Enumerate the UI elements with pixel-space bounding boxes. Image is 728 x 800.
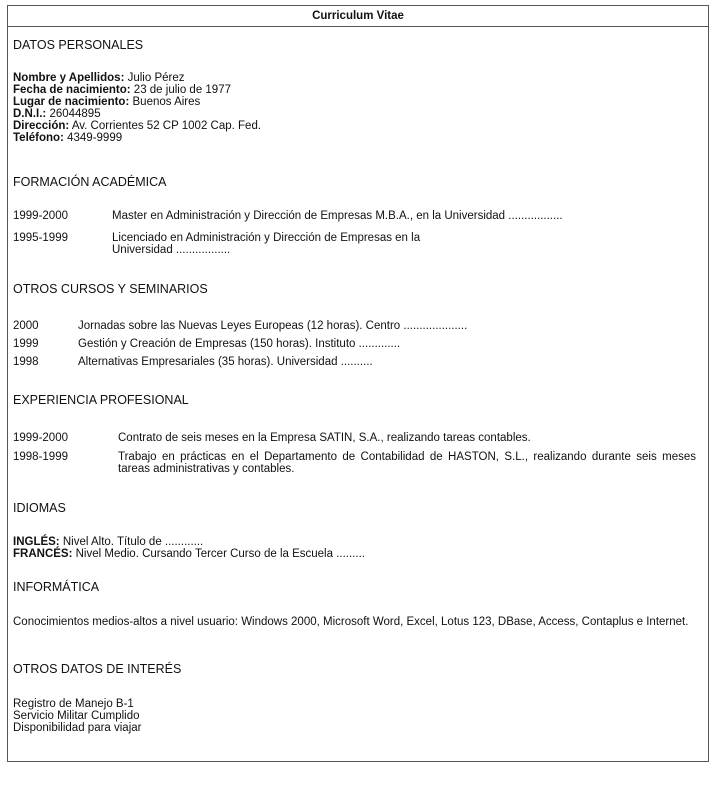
other-line: Servicio Militar Cumplido [13, 710, 140, 722]
field-value: 4349-9999 [67, 132, 123, 144]
it-text: Conocimientos medios-altos a nivel usuario: Windows 2000, Microsoft Word, Excel, Lotus 123, DBase, Access, Contaplus e Internet. [13, 616, 689, 628]
field-label: Lugar de nacimiento: [13, 96, 130, 108]
course-text: Alternativas Empresariales (35 horas). Universidad .......... [78, 356, 373, 368]
education-year: 1999-2000 [13, 210, 68, 222]
section-heading-courses: OTROS CURSOS Y SEMINARIOS [13, 282, 208, 296]
field-label: Dirección: [13, 120, 70, 132]
document-title: Curriculum Vitae [8, 6, 708, 27]
experience-year: 1998-1999 [13, 451, 68, 463]
section-heading-education: FORMACIÓN ACADÉMICA [13, 175, 167, 189]
field-label: Teléfono: [13, 132, 64, 144]
personal-field-address [13, 120, 261, 132]
experience-year: 1999-2000 [13, 432, 68, 444]
section-heading-languages: IDIOMAS [13, 501, 66, 515]
field-label: Fecha de nacimiento: [13, 84, 131, 96]
personal-field-name [13, 72, 185, 84]
education-text: Licenciado en Administración y Dirección de Empresas en la Universidad ................. [112, 232, 421, 256]
field-value: Buenos Aires [132, 96, 201, 108]
language-value: Nivel Alto. Título de ............ [62, 536, 204, 548]
language-label: FRANCÉS: [13, 548, 73, 560]
experience-text: Contrato de seis meses en la Empresa SATIN, S.A., realizando tareas contables. [118, 432, 531, 444]
field-label: D.N.I.: [13, 108, 47, 120]
field-value: Av. Corrientes 52 CP 1002 Cap. Fed. [71, 120, 262, 132]
other-line: Disponibilidad para viajar [13, 722, 142, 734]
language-value: Nivel Medio. Cursando Tercer Curso de la Escuela ......... [75, 548, 365, 560]
section-heading-it: INFORMÁTICA [13, 580, 100, 594]
course-text: Gestión y Creación de Empresas (150 horas). Instituto ............. [78, 338, 401, 350]
course-year: 1998 [13, 356, 39, 368]
field-label: Nombre y Apellidos: [13, 72, 125, 84]
course-text: Jornadas sobre las Nuevas Leyes Europeas (12 horas). Centro .................... [78, 320, 468, 332]
field-value: 23 de julio de 1977 [133, 84, 231, 96]
language-french [13, 548, 365, 560]
field-value: 26044895 [49, 108, 101, 120]
course-year: 1999 [13, 338, 39, 350]
personal-field-birthdate [13, 84, 231, 96]
cv-document [7, 5, 709, 762]
section-heading-other: OTROS DATOS DE INTERÉS [13, 662, 182, 676]
personal-field-dni [13, 108, 101, 120]
experience-text: Trabajo en prácticas en el Departamento de Contabilidad de HASTON, S.L., realizando durante seis meses tareas administrativas y contables. [118, 451, 696, 475]
language-label: INGLÉS: [13, 536, 60, 548]
section-heading-personal: DATOS PERSONALES [13, 38, 144, 52]
field-value: Julio Pérez [127, 72, 185, 84]
education-text: Master en Administración y Dirección de Empresas M.B.A., en la Universidad ................. [112, 210, 563, 222]
section-heading-experience: EXPERIENCIA PROFESIONAL [13, 393, 189, 407]
personal-field-phone [13, 132, 122, 144]
course-year: 2000 [13, 320, 39, 332]
personal-field-birthplace [13, 96, 200, 108]
education-year: 1995-1999 [13, 232, 68, 244]
other-line: Registro de Manejo B-1 [13, 698, 134, 710]
language-english [13, 536, 203, 548]
